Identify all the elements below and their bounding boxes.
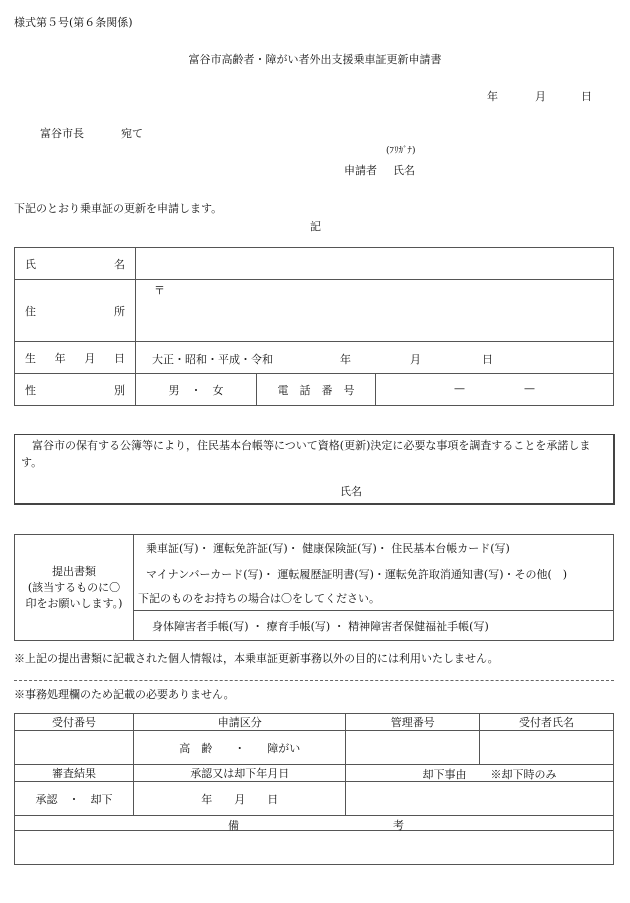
category-header: 申請区分 — [134, 714, 346, 731]
addressee-to: 宛て — [121, 127, 143, 140]
consent-name-label: 氏名 — [340, 485, 362, 498]
approval-date-header: 承認又は却下年月日 — [134, 765, 346, 782]
address-field[interactable] — [136, 280, 614, 342]
documents-line-3: 下記のものをお持ちの場合は〇をしてください。 — [134, 587, 614, 611]
addressee-mayor: 富谷市長 — [40, 127, 84, 140]
reject-only-note: ※却下時のみ — [490, 768, 557, 781]
reception-no-field[interactable] — [15, 731, 134, 765]
approval-date-value[interactable]: 年 月 日 — [134, 782, 346, 816]
postal-mark: 〒 — [154, 284, 165, 297]
reject-reason-label: 却下事由 — [422, 768, 467, 781]
documents-line-4[interactable]: 身体障害者手帳(写) ・ 療育手帳(写) ・ 精神障害者保健福祉手帳(写) — [134, 611, 614, 641]
documents-table — [14, 534, 614, 641]
furigana-label: (ﾌﾘｶﾞﾅ) — [386, 146, 416, 156]
remarks-label-2: 考 — [393, 819, 404, 832]
applicant-table — [14, 247, 614, 406]
birth-month-label: 月 — [410, 353, 421, 366]
phone-dash-1: — — [454, 382, 465, 395]
gender-options[interactable]: 男 ・ 女 — [136, 374, 257, 406]
phone-dash-2: — — [524, 382, 535, 395]
receiver-header: 受付者氏名 — [480, 714, 614, 731]
consent-box — [14, 434, 615, 505]
applicant-label: 申請者 — [344, 164, 377, 177]
intro-text: 下記のとおり乗車証の更新を申請します。 — [14, 202, 223, 215]
reject-reason-header — [346, 765, 614, 782]
reception-no-header: 受付番号 — [15, 714, 134, 731]
birth-field[interactable] — [136, 342, 614, 374]
ki-mark: 記 — [310, 220, 321, 233]
office-note: ※事務処理欄のため記載の必要ありません。 — [14, 688, 235, 701]
phone-label: 電 話 番 号 — [257, 374, 376, 406]
date-day: 日 — [581, 90, 592, 103]
birth-day-label: 日 — [482, 353, 493, 366]
documents-label-cell — [15, 535, 134, 641]
birth-label-cell: 生 年 月 日 — [15, 342, 136, 374]
receiver-field[interactable] — [480, 731, 614, 765]
documents-label: 提出書類 — [52, 564, 96, 578]
phone-field[interactable] — [376, 374, 614, 406]
documents-line-2[interactable]: マイナンバーカード(写)・ 運転履歴証明書(写)・運転免許取消通知書(写)・その他( ) — [134, 561, 614, 587]
name-label-cell: 氏 名 — [15, 248, 136, 280]
consent-text: 富谷市の保有する公簿等により，住民基本台帳等について資格(更新)決定に必要な事項を調査することを承諾します。 — [21, 439, 591, 469]
address-label-cell: 住 所 — [15, 280, 136, 342]
cut-line — [14, 680, 614, 681]
category-value[interactable]: 高 齢 ・ 障がい — [134, 731, 346, 765]
name-field[interactable] — [136, 248, 614, 280]
birth-year-label: 年 — [340, 353, 351, 366]
applicant-name-label: 氏名 — [393, 164, 415, 177]
era-options: 大正・昭和・平成・令和 — [152, 353, 273, 366]
reject-reason-field[interactable] — [346, 782, 614, 816]
gender-label-cell: 性 別 — [15, 374, 136, 406]
date-year: 年 — [487, 90, 498, 103]
review-value[interactable]: 承認 ・ 却下 — [15, 782, 134, 816]
remarks-field[interactable] — [15, 831, 614, 865]
management-no-field[interactable] — [346, 731, 480, 765]
review-header: 審査結果 — [15, 765, 134, 782]
form-number: 様式第５号(第６条関係) — [14, 16, 133, 29]
documents-note-2: 印をお願いします。) — [25, 596, 123, 610]
office-table — [14, 713, 614, 865]
date-month: 月 — [535, 90, 546, 103]
remarks-label-1: 備 — [228, 819, 239, 832]
documents-line-1[interactable]: 乗車証(写)・ 運転免許証(写)・ 健康保険証(写)・ 住民基本台帳カード(写) — [134, 535, 614, 561]
remarks-header — [15, 816, 614, 831]
management-no-header: 管理番号 — [346, 714, 480, 731]
privacy-note: ※上記の提出書類に記載された個人情報は，本乗車証更新事務以外の目的には利用いたしません。 — [14, 652, 499, 665]
form-title: 富谷市高齢者・障がい者外出支援乗車証更新申請書 — [188, 53, 442, 66]
documents-note-1: (該当するものに〇 — [27, 580, 121, 594]
